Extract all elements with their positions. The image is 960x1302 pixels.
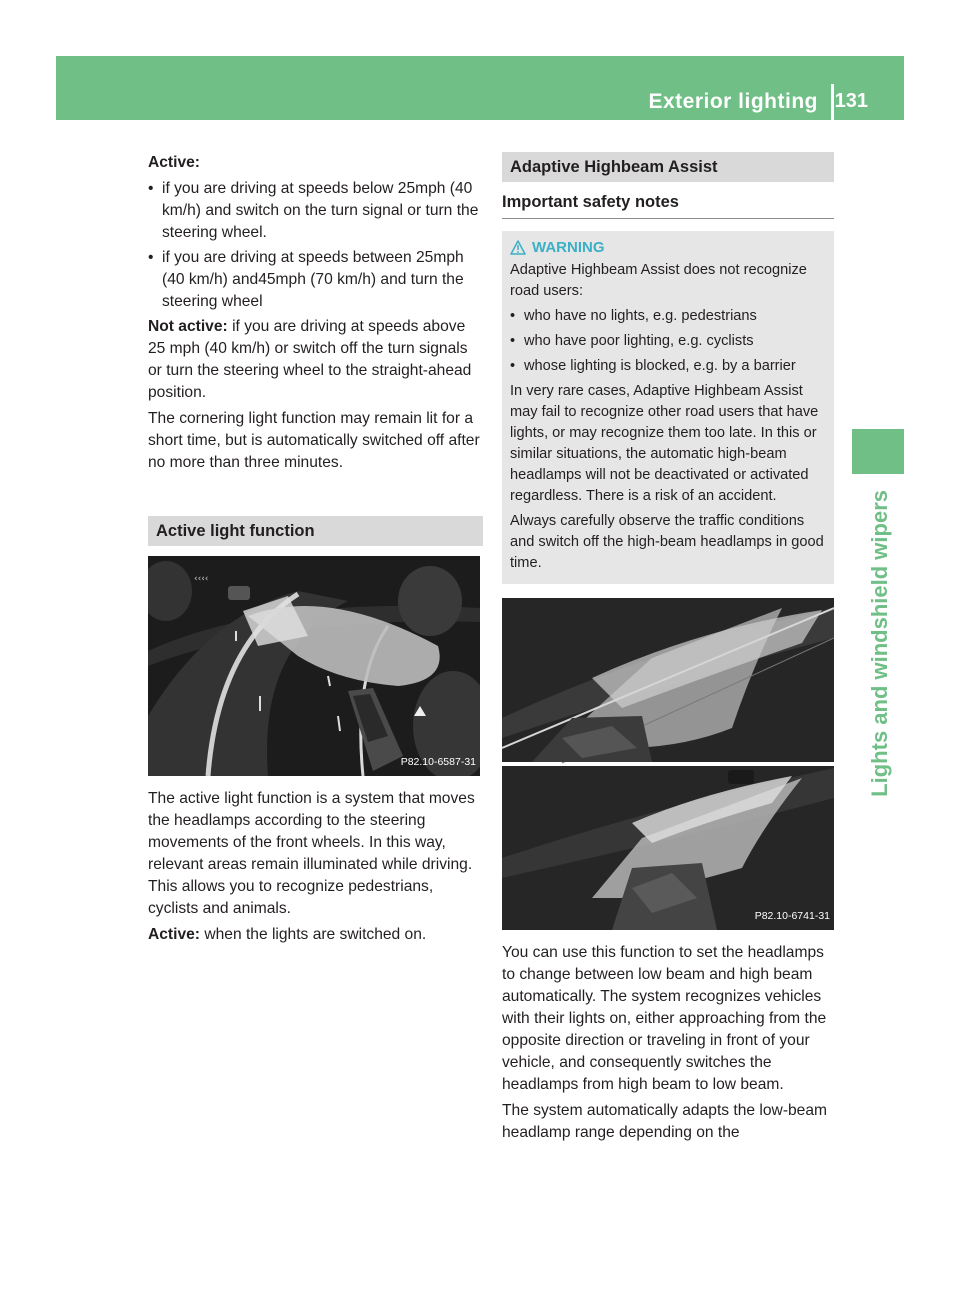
- active-light-illustration: [148, 556, 480, 776]
- not-active-paragraph: [148, 316, 483, 404]
- warning-text-2: Always carefully observe the traffic conditions and switch off the high-beam headlamps in good time.: [510, 513, 824, 571]
- warning-title: [510, 237, 826, 258]
- highbeam-paragraph-2: The system automatically adapts the low-beam headlamp range depending on the: [502, 1102, 828, 1141]
- cornering-paragraph: The cornering light function may remain lit for a short time, but is automatically switched off after no more than three minutes.: [148, 410, 480, 471]
- section-heading-highbeam: Adaptive Highbeam Assist: [502, 152, 834, 182]
- warning-bullet-1: • who have no lights, e.g. pedestrians: [510, 306, 826, 327]
- not-active-text: if you are driving at speeds above 25 mph (40 km/h) or switch off the turn signals or turn the steering wheel to the straight-ahead position.: [148, 318, 472, 401]
- warning-intro: Adaptive Highbeam Assist does not recognize road users:: [510, 262, 807, 299]
- side-tab: [856, 490, 900, 797]
- warning-box: [502, 231, 834, 584]
- header-separator: [831, 84, 834, 120]
- warning-bullet-3: • whose lighting is blocked, e.g. by a barrier: [510, 356, 826, 377]
- side-tab-block: [852, 429, 904, 474]
- svg-text:‹‹‹‹: ‹‹‹‹: [194, 574, 209, 584]
- not-active-label: Not active:: [148, 318, 228, 335]
- active-bullet-1: • if you are driving at speeds below 25mph (40 km/h) and switch on the turn signal or turn the steering wheel.: [148, 178, 483, 244]
- subsection-heading-safety: Important safety notes: [502, 190, 834, 219]
- left-column: [148, 152, 483, 950]
- page-title: Exterior lighting: [648, 90, 818, 113]
- active2-paragraph: [148, 924, 483, 946]
- side-tab-label: Lights and windshield wipers: [867, 490, 892, 797]
- highbeam-illustration: [502, 598, 834, 930]
- warning-triangle-icon: [510, 240, 526, 255]
- highbeam-graphic: [502, 598, 834, 930]
- active-bullet-2: • if you are driving at speeds between 25mph (40 km/h) and45mph (70 km/h) and turn the steering wheel: [148, 247, 483, 313]
- image-code: P82.10-6587-31: [400, 756, 476, 768]
- curve-road-graphic: [148, 556, 480, 776]
- highbeam-paragraph-1: You can use this function to set the headlamps to change between low beam and high beam automatically. The system recognizes vehicles with their lights on, either approaching from the opposite direction or traveling in front of your vehicle, and consequently switches the headlamps from high beam to low beam.: [502, 944, 827, 1093]
- header-bar: [56, 56, 904, 120]
- image-code: P82.10-6741-31: [754, 910, 830, 922]
- active-label: Active:: [148, 154, 200, 171]
- warning-title-text: WARNING: [532, 239, 605, 256]
- warning-text-1: In very rare cases, Adaptive Highbeam Assist may fail to recognize other road users that have lights, or may recognize them too late. In this or similar situations, the automatic high-beam headlamps will not be deactivated or activated regardless. There is a risk of an accident.: [510, 383, 819, 504]
- page-number: 131: [834, 90, 868, 112]
- active-light-description: The active light function is a system that moves the headlamps according to the steering movements of the front wheels. In this way, relevant areas remain illuminated while driving. This allows you to recognize pedestrians, cyclists and animals.: [148, 790, 475, 917]
- active2-label: Active:: [148, 926, 200, 943]
- section-heading-active-light: Active light function: [148, 516, 483, 546]
- active2-text: when the lights are switched on.: [200, 926, 427, 943]
- right-column: [502, 152, 834, 1148]
- warning-bullet-2: • who have poor lighting, e.g. cyclists: [510, 331, 826, 352]
